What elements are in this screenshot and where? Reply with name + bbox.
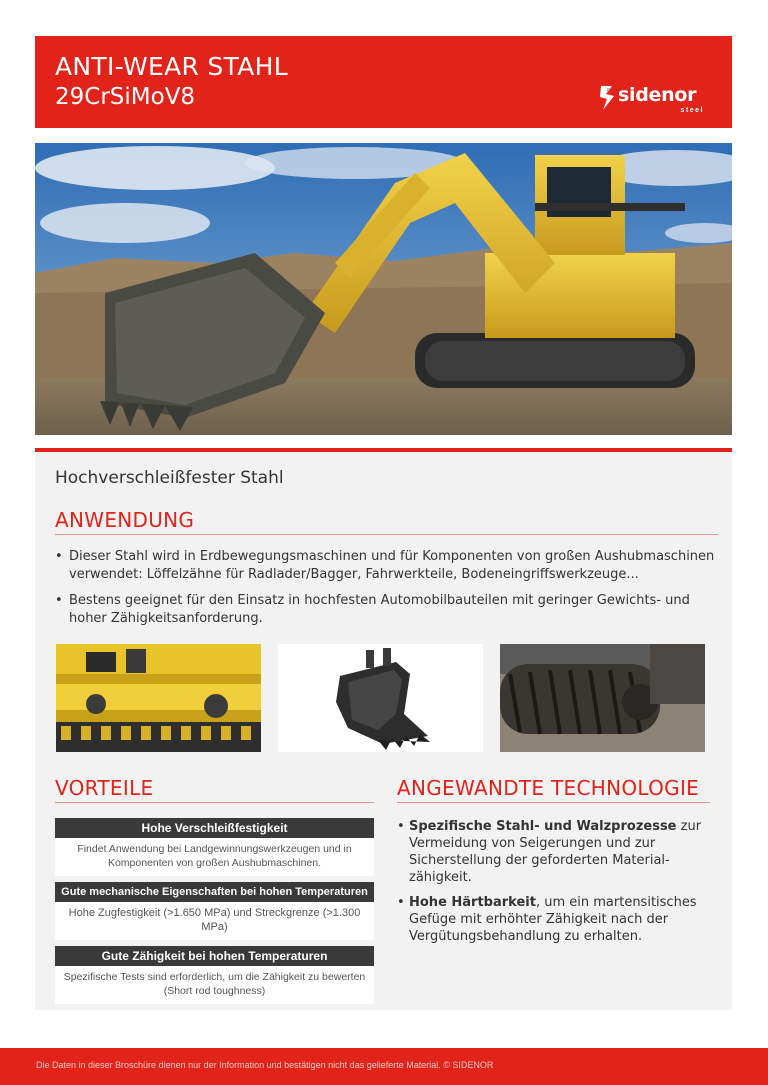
advantage-body: Findet Anwendung bei Landgewinnungswerkzeugen und in Komponenten von großen Aushubmaschinen. — [55, 838, 374, 876]
tech-item-bold: Hohe Härtbarkeit — [409, 895, 536, 910]
vorteile-title: VORTEILE — [55, 776, 154, 800]
advantage-item — [55, 882, 374, 940]
tech-item-bold: Spezifische Stahl- und Walzprozesse — [409, 819, 677, 834]
technologie-list — [397, 818, 717, 953]
advantage-header: Hohe Verschleißfestigkeit — [55, 818, 374, 838]
footer-bar — [0, 1048, 768, 1085]
list-item: • Dieser Stahl wird in Erdbewegungsmaschinen und für Komponenten von großen Aushubmaschinen verwendet: Löffelzähne für Radlader/Bagger, Fahrwerkteile, Bodeneingriffswerkzeuge... — [55, 548, 727, 584]
title-banner — [35, 36, 732, 128]
thumb-bucket-image — [278, 644, 483, 752]
sidenor-logo — [598, 82, 706, 116]
thumb-tracks-image — [500, 644, 705, 752]
tech-item-text: , um ein martensitisches Gefüge mit erhöhter Zähigkeit nach der Vergütungsbehandlung zu erhalten. — [409, 895, 697, 944]
list-item: • Bestens geeignet für den Einsatz in hochfesten Automobilbauteilen mit geringer Gewichts- und hoher Zähigkeitsanforderung. — [55, 592, 727, 628]
content-panel — [35, 452, 732, 1010]
thumb-undercarriage-image — [56, 644, 261, 752]
logo-wordmark: sidenor — [618, 84, 697, 106]
logo-subtext: steel — [680, 107, 704, 114]
advantage-item — [55, 818, 374, 876]
advantage-header: Gute Zähigkeit bei hohen Temperaturen — [55, 946, 374, 966]
tech-item-text: zur Vermeidung von Seigerungen und zur Sicherstellung der geforderten Material-zähigkeit. — [409, 819, 702, 885]
title-line2: 29CrSiMoV8 — [55, 84, 196, 110]
footer-disclaimer: Die Daten in dieser Broschüre dienen nur der Information und bestätigen nicht das gelieferte Material. © SIDENOR — [36, 1060, 494, 1070]
subtitle: Hochverschleißfester Stahl — [55, 468, 284, 488]
advantage-body: Spezifische Tests sind erforderlich, um die Zähigkeit zu bewerten (Short rod toughness) — [55, 966, 374, 1004]
hero-excavator-image — [35, 143, 732, 435]
anwendung-rule — [55, 534, 718, 535]
advantage-header: Gute mechanische Eigenschaften bei hohen Temperaturen — [55, 882, 374, 902]
sidenor-logo-mark-icon — [598, 84, 618, 112]
title-line1: ANTI-WEAR STAHL — [55, 52, 288, 81]
list-item — [397, 818, 717, 886]
advantage-item — [55, 946, 374, 1004]
vorteile-rule — [55, 802, 374, 803]
list-item — [397, 894, 717, 945]
anwendung-title: ANWENDUNG — [55, 508, 195, 532]
technologie-title: ANGEWANDTE TECHNOLOGIE — [397, 776, 700, 800]
technologie-rule — [397, 802, 710, 803]
anwendung-list — [55, 548, 727, 636]
advantage-body: Hohe Zugfestigkeit (>1.650 MPa) und Streckgrenze (>1.300 MPa) — [55, 902, 374, 940]
